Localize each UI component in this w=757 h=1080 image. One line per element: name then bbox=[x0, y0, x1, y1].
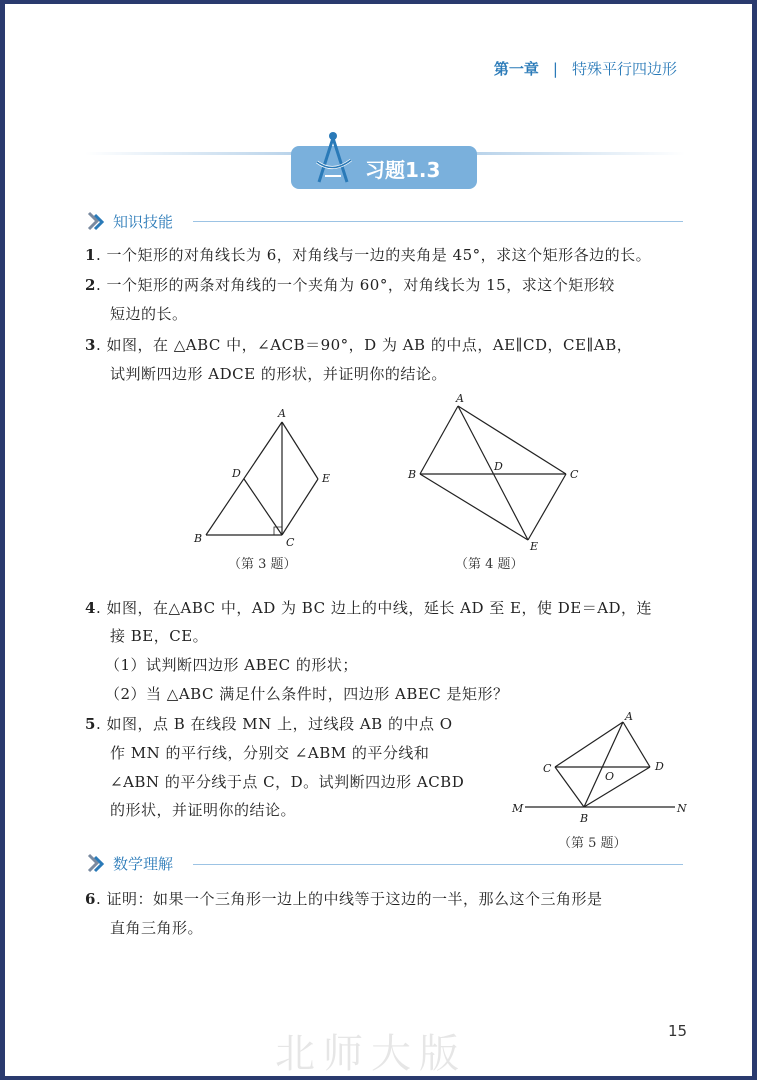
problem-3-line2: 试判断四边形 ADCE 的形状，并证明你的结论。 bbox=[110, 365, 447, 383]
chevron-right-icon bbox=[85, 853, 107, 875]
fig4-label-d: D bbox=[494, 460, 503, 473]
exercise-title: 习题1.3 bbox=[365, 158, 441, 182]
problem-5-line4: 的形状，并证明你的结论。 bbox=[110, 801, 297, 819]
compass-icon bbox=[311, 128, 361, 188]
fig5-label-m: M bbox=[512, 802, 524, 815]
fig5-label-b: B bbox=[580, 812, 589, 825]
figure-3-caption: （第 3 题） bbox=[228, 557, 297, 572]
section-label: 知识技能 bbox=[113, 213, 174, 231]
problem-4-sub1: （1）试判断四边形 ABEC 的形状； bbox=[105, 656, 358, 674]
fig3-label-a: A bbox=[278, 407, 286, 420]
problem-1: 1. 一个矩形的对角线长为 6，对角线与一边的夹角是 45°，求这个矩形各边的长。 bbox=[85, 246, 652, 264]
chevron-right-icon bbox=[85, 211, 107, 233]
running-header bbox=[494, 58, 677, 79]
section-rule bbox=[193, 221, 683, 222]
fig5-label-d: D bbox=[655, 760, 664, 773]
problem-4-sub2: （2）当 △ABC 满足什么条件时，四边形 ABEC 是矩形？ bbox=[105, 685, 509, 703]
problem-5-line3: ∠ABN 的平分线于点 C，D。试判断四边形 ACBD bbox=[110, 773, 465, 791]
problem-4-line2: 接 BE，CE。 bbox=[110, 627, 209, 645]
fig5-label-a: A bbox=[625, 710, 633, 723]
header-separator: | bbox=[552, 60, 558, 78]
problem-4: 4. 如图，在△ABC 中，AD 为 BC 边上的中线，延长 AD 至 E，使 DE＝AD，连 bbox=[85, 599, 653, 617]
fig3-label-c: C bbox=[286, 536, 295, 549]
figure-5-caption: （第 5 题） bbox=[558, 836, 627, 851]
section-rule bbox=[193, 864, 683, 865]
fig4-label-b: B bbox=[408, 468, 417, 481]
fig5-label-c: C bbox=[543, 762, 552, 775]
chapter-title: 特殊平行四边形 bbox=[571, 60, 677, 78]
fig4-label-a: A bbox=[456, 394, 464, 405]
problem-5-line2: 作 MN 的平行线，分别交 ∠ABM 的平分线和 bbox=[110, 744, 430, 762]
fig4-label-c: C bbox=[570, 468, 579, 481]
fig5-label-n: N bbox=[677, 802, 687, 815]
problem-5: 5. 如图，点 B 在线段 MN 上，过线段 AB 的中点 O bbox=[85, 715, 453, 733]
fig5-label-o: O bbox=[605, 770, 615, 783]
problem-3: 3. 如图，在 △ABC 中，∠ACB＝90°，D 为 AB 的中点，AE∥CD，CE∥AB， bbox=[85, 336, 633, 354]
fig3-label-d: D bbox=[232, 467, 241, 480]
problem-6: 6. 证明：如果一个三角形一边上的中线等于这边的一半，那么这个三角形是 bbox=[85, 890, 603, 908]
page-number: 15 bbox=[668, 1022, 688, 1040]
publisher-watermark: 北师大版 bbox=[275, 1031, 467, 1076]
figure-3 bbox=[190, 402, 340, 552]
problem-6-line2: 直角三角形。 bbox=[110, 919, 204, 937]
problem-2-line2: 短边的长。 bbox=[110, 305, 188, 323]
fig3-label-e: E bbox=[322, 472, 331, 485]
textbook-page bbox=[5, 4, 752, 1076]
chapter-label: 第一章 bbox=[493, 60, 539, 78]
fig4-label-e: E bbox=[530, 540, 539, 553]
figure-4 bbox=[400, 394, 585, 554]
problem-2: 2. 一个矩形的两条对角线的一个夹角为 60°，对角线长为 15，求这个矩形较 bbox=[85, 276, 615, 294]
figure-5 bbox=[505, 704, 690, 829]
fig3-label-b: B bbox=[194, 532, 203, 545]
section-label: 数学理解 bbox=[113, 855, 174, 873]
figure-4-caption: （第 4 题） bbox=[455, 557, 524, 572]
